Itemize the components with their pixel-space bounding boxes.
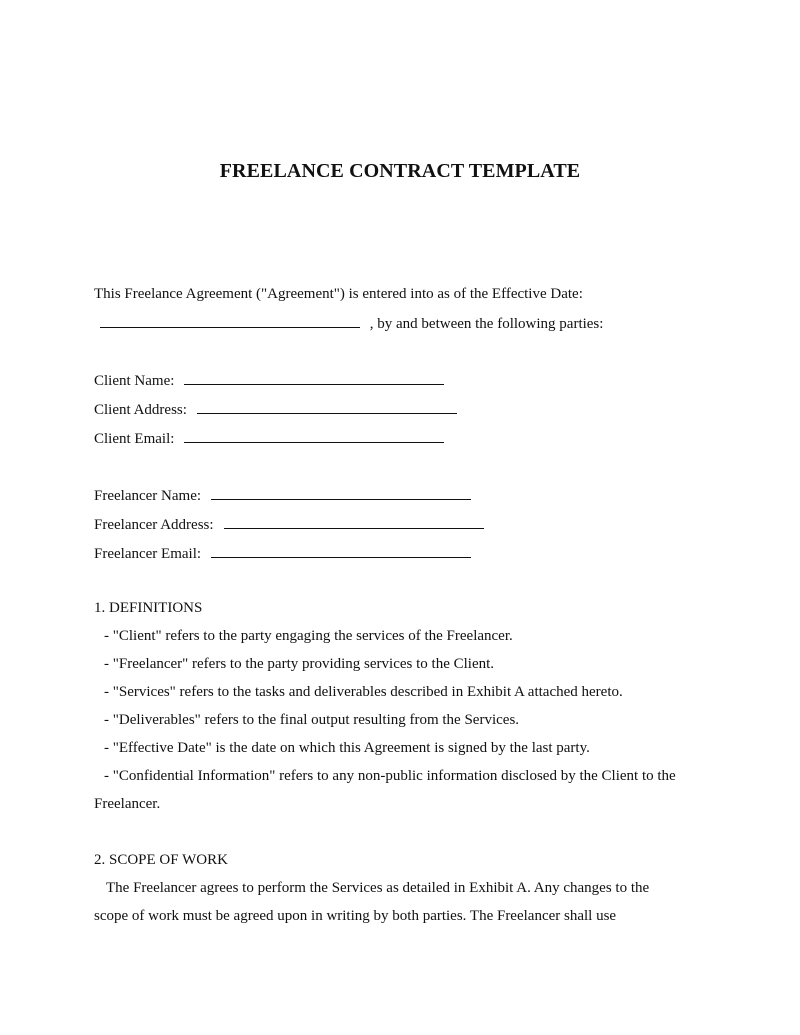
scope-heading: 2. SCOPE OF WORK	[94, 852, 228, 868]
client-address-row	[94, 399, 457, 419]
freelancer-name-row	[94, 485, 471, 505]
intro-line-2-suffix: , by and between the following parties:	[369, 316, 604, 332]
definition-item: - "Confidential Information" refers to any non-public information disclosed by the Client to the	[104, 768, 676, 784]
definition-item: - "Services" refers to the tasks and deliverables described in Exhibit A attached hereto.	[104, 684, 623, 700]
client-name-row	[94, 370, 444, 390]
freelancer-address-label: Freelancer Address:	[94, 517, 214, 533]
freelancer-address-row	[94, 514, 484, 534]
client-email-field[interactable]	[184, 428, 444, 443]
definition-item: - "Freelancer" refers to the party providing services to the Client.	[104, 656, 495, 672]
client-name-label: Client Name:	[94, 373, 175, 389]
freelancer-email-row	[94, 543, 471, 563]
document-title: FREELANCE CONTRACT TEMPLATE	[219, 160, 581, 182]
definition-item: - "Effective Date" is the date on which this Agreement is signed by the last party.	[104, 740, 590, 756]
definitions-heading: 1. DEFINITIONS	[94, 600, 203, 616]
intro-line-2	[100, 313, 603, 333]
freelancer-name-field[interactable]	[211, 485, 471, 500]
client-address-label: Client Address:	[94, 402, 187, 418]
definition-continuation: Freelancer.	[94, 796, 161, 812]
intro-line-1: This Freelance Agreement ("Agreement") is entered into as of the Effective Date:	[94, 286, 583, 302]
freelancer-address-field[interactable]	[224, 514, 484, 529]
effective-date-field[interactable]	[100, 313, 360, 328]
definition-item: - "Deliverables" refers to the final output resulting from the Services.	[104, 712, 520, 728]
client-name-field[interactable]	[184, 370, 444, 385]
client-address-field[interactable]	[197, 399, 457, 414]
freelancer-email-label: Freelancer Email:	[94, 546, 202, 562]
client-email-row	[94, 428, 444, 448]
client-email-label: Client Email:	[94, 431, 175, 447]
freelancer-email-field[interactable]	[211, 543, 471, 558]
definition-item: - "Client" refers to the party engaging the services of the Freelancer.	[104, 628, 513, 644]
scope-paragraph-line: The Freelancer agrees to perform the Services as detailed in Exhibit A. Any changes to the	[106, 880, 650, 896]
freelancer-name-label: Freelancer Name:	[94, 488, 202, 504]
scope-paragraph-line: scope of work must be agreed upon in writing by both parties. The Freelancer shall use	[94, 908, 617, 924]
